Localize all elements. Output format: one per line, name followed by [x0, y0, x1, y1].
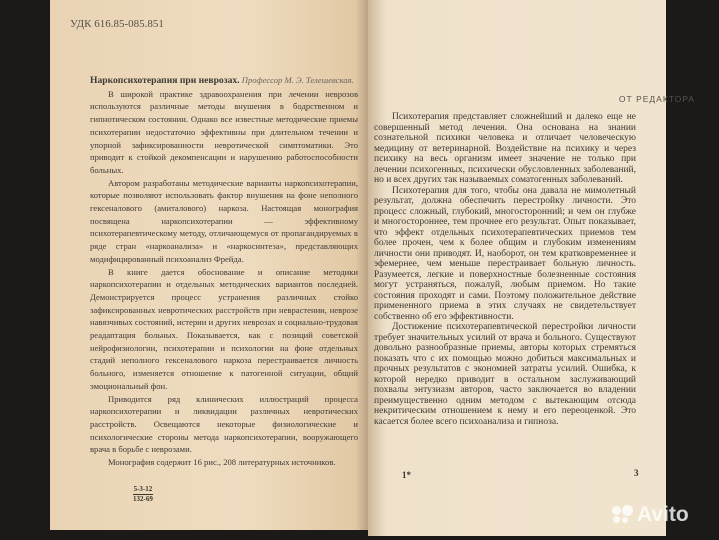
annotation-paragraph: Автором разработаны методические варианты наркопсихотерапии, которые позволяют использовать фактор внушения на фоне неполного гексеналового (амиталового) наркоза. Настоящая монография посвящена наркопсихотерапии — эффективному психотерапевтическому методу, отличающемуся от пропагандируемых в ряде стран «наркоанализа» и «наркосинтеза», представляющих модифицированный психоанализ Фрейда.	[90, 177, 358, 264]
signature-mark: 1*	[402, 470, 411, 480]
avito-watermark: Avito	[612, 503, 689, 527]
section-heading: ОТ РЕДАКТОРА	[618, 94, 695, 104]
annotation-paragraph: В широкой практике здравоохранения при лечении неврозов используются различные методы внушения в бодрственном и гипнотическом состоянии. Однако все известные методические приемы психотерапии недостаточно эффективны при длительном течении и упорной зафиксированности невротической симптоматики. Это приводит к стойкой декомпенсации и нарушению работоспособности больных.	[90, 88, 358, 175]
book-title: Наркопсихотерапия при неврозах.	[90, 75, 240, 86]
annotation	[90, 74, 358, 469]
page-number: 3	[634, 468, 639, 478]
annotation-paragraph: В книге дается обоснование и описание методики наркопсихотерапии и отдельных методических вариантов последней. Демонстрируется процесс устранения различных стойко зафиксированных невротических расстройств при неврастении, неврозе навязчивых состояний, истерии и других неврозах и социально-трудовая реадаптация больных. Показывается, как с позиций советской нейрофизиологии, психотерапии и психологии на фоне отдельных стадий неполного гексеналового наркоза перестраивается личность больного, изменяется отношение к патогенной ситуации, общий эмоциональный фон.	[90, 266, 358, 391]
udk-code: УДК 616.85-085.851	[70, 18, 164, 30]
body-paragraph: Достижение психотерапевтической перестройки личности требует значительных усилий от врача и больного. Существуют довольно разнообразные приемы, авторы которых стремяться показать что с их помощью можно добиться максимальных и прочных результатов с экономией затраты усилий. Ошибка, к которой нередко приводит в остальном заслуживающий похвалы энтузиазм авторов, часто заключается во владении преимущественно одним методом с вытекающим отсюда некритическим отношением к нему и его переоценкой. Это касается более всего психоанализа и гипноза.	[374, 322, 636, 427]
body-paragraph: Психотерапия для того, чтобы она давала не мимолетный результат, должна обеспечить перестройку личности. Это процесс сложный, глубокий, многосторонний; и чем он глубже и многостороннее, тем прочнее его результат. Опыт показывает, что эффект отдельных психотерапевтических приемов тем более прочен, чем к более общим и глубоким изменениям личности они приводят. И, наоборот, он тем кратковременнее и эфемернее, чем меньше перестраивает больную личность. Разумеется, легкие и поверхностные болезненные состояния могут устраняться, пожалуй, любым приемом. Но такие состояния проходят и сами. Поэтому положительное действие примененного приема в этих случаях не свидетельствует собственно об его эффективности.	[374, 185, 636, 322]
book-author: Профессор М. Э. Телешевская.	[241, 75, 354, 85]
body-paragraph: Психотерапия представляет сложнейший и далеко еще не совершенный метод лечения. Она основана на знании сознательной психики человека и отличает человеческую медицину от ветеринарной. Воздействие на психику и через психику на весь организм имеет значение не только при лечении психогенных, психически обусловленных заболеваний, но и всех других так называемых соматогенных заболеваний.	[374, 112, 636, 185]
avito-logo-icon	[612, 505, 634, 525]
publication-code: 5-3-12 132-69	[133, 485, 153, 503]
editor-foreword	[374, 112, 636, 427]
annotation-paragraph: Монография содержит 16 рис., 208 литературных источников.	[108, 457, 336, 468]
annotation-paragraph: Приводится ряд клинических иллюстраций процесса наркопсихотерапии и ликвидации различных невротических расстройств. Освещаются некоторые физиологические и психологические стороны метода наркопсихотерапии, вооружающего врача в борьбе с неврозами.	[90, 393, 358, 455]
